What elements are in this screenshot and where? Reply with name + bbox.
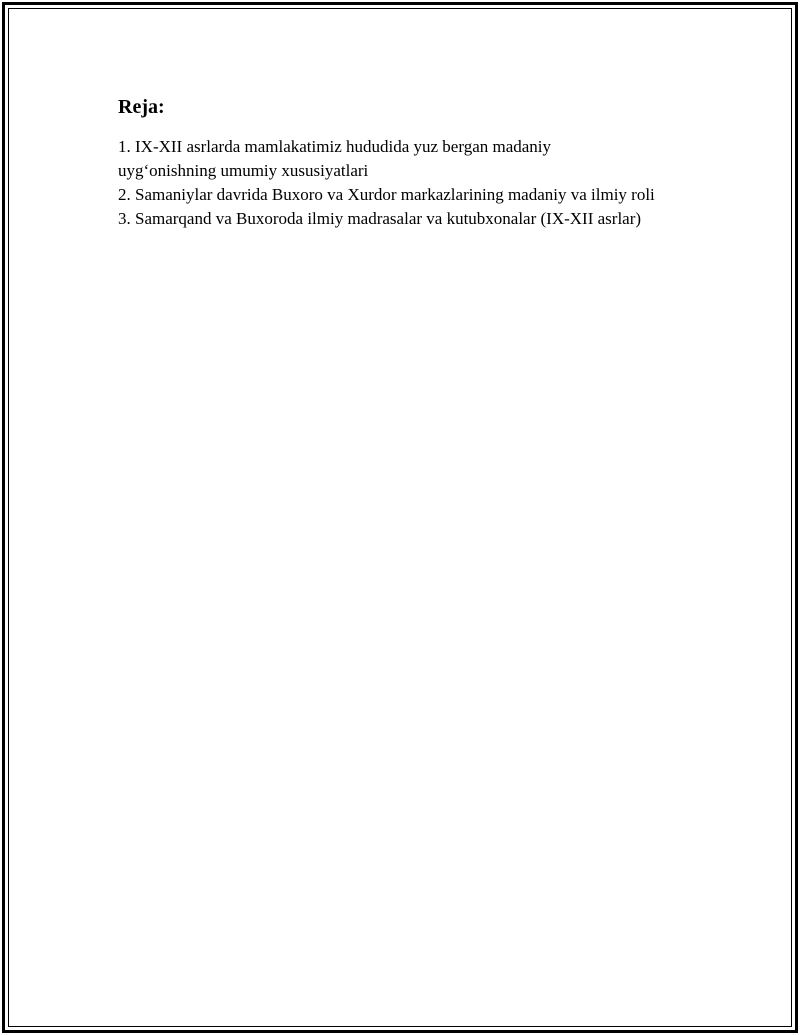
document-content xyxy=(118,94,698,231)
plan-list xyxy=(118,135,698,231)
plan-item-1: 1. IX-XII asrlarda mamlakatimiz hududida yuz bergan madaniy uyg‘onishning umumiy xususiyatlari xyxy=(118,137,552,180)
plan-item-2: 2. Samaniylar davrida Buxoro va Xurdor markazlarining madaniy va ilmiy roli xyxy=(118,185,655,204)
plan-item-3: 3. Samarqand va Buxoroda ilmiy madrasalar va kutubxonalar (IX-XII asrlar) xyxy=(118,209,642,228)
plan-title: Reja: xyxy=(118,96,165,118)
